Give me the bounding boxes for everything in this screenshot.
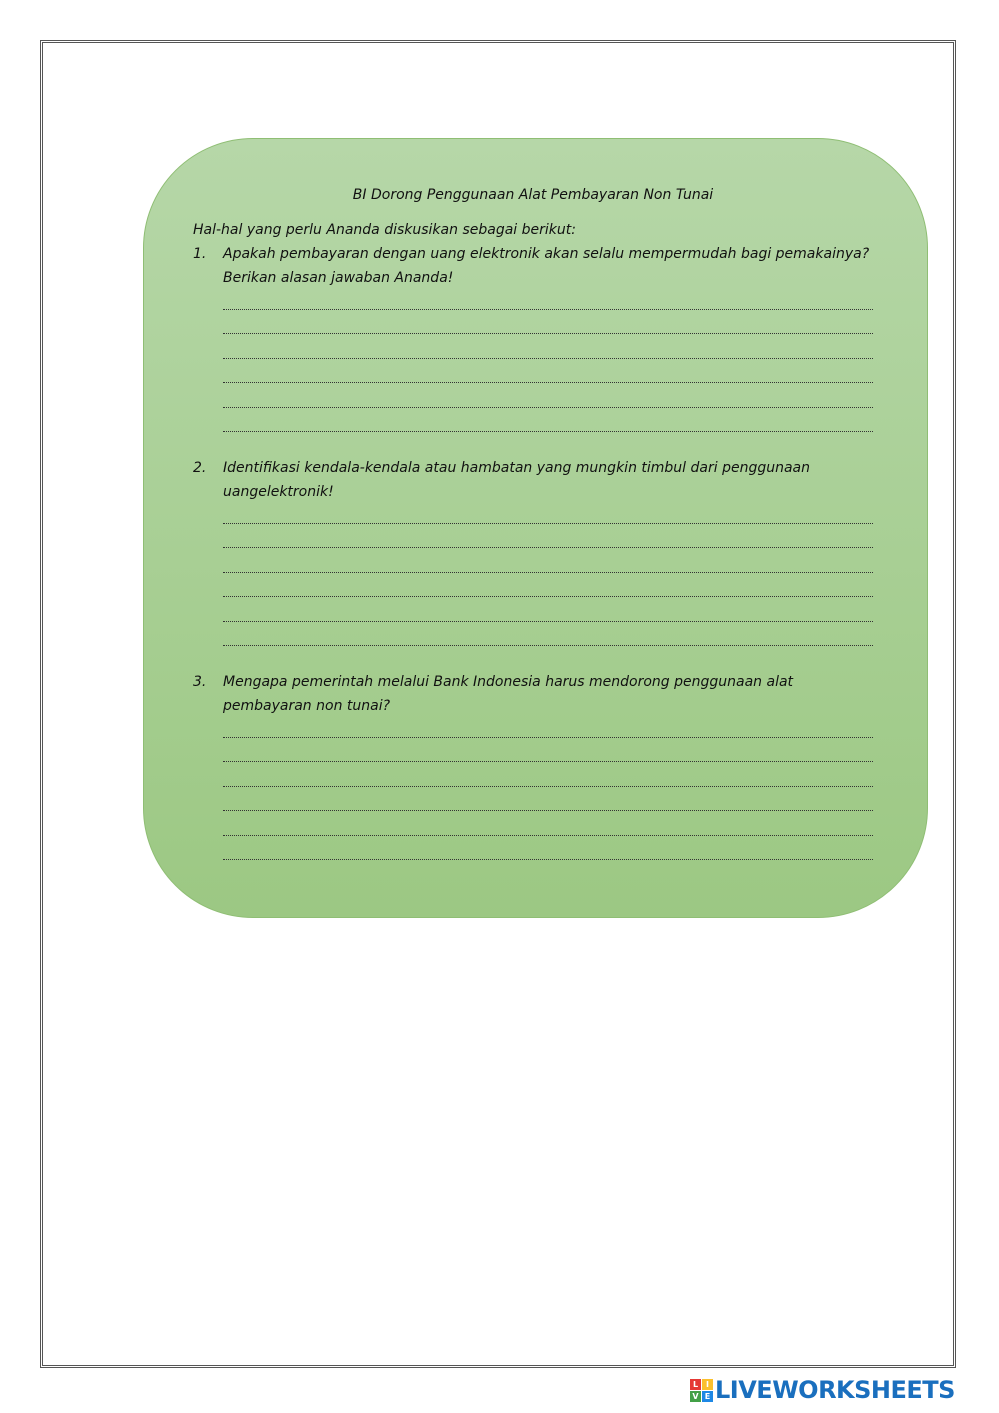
answer-line[interactable] <box>223 718 873 743</box>
question <box>193 242 873 290</box>
live-logo-icon <box>690 1379 713 1402</box>
answer-line[interactable] <box>223 364 873 389</box>
logo-letter: E <box>702 1391 713 1402</box>
answer-lines[interactable] <box>223 718 873 865</box>
answer-line[interactable] <box>223 602 873 627</box>
question-text: Identifikasi kendala-kendala atau hambatan yang mungkin timbul dari penggunaan uangelektronik! <box>223 460 810 500</box>
answer-line[interactable] <box>223 315 873 340</box>
answer-line[interactable] <box>223 553 873 578</box>
answer-lines[interactable] <box>223 504 873 651</box>
question-number: 1. <box>193 246 207 262</box>
logo-letter: I <box>702 1379 713 1390</box>
brand-name: LIVEWORKSHEETS <box>715 1376 955 1404</box>
question <box>193 456 873 504</box>
worksheet-title: BI Dorong Penggunaan Alat Pembayaran Non Tunai <box>352 187 714 203</box>
question-text: Apakah pembayaran dengan uang elektronik akan selalu mempermudah bagi pemakainya? Berikan alasan jawaban Ananda! <box>223 246 870 286</box>
question <box>193 670 873 718</box>
logo-letter: L <box>690 1379 701 1390</box>
answer-line[interactable] <box>223 504 873 529</box>
answer-line[interactable] <box>223 743 873 768</box>
answer-line[interactable] <box>223 290 873 315</box>
question-number: 2. <box>193 460 207 476</box>
answer-line[interactable] <box>223 792 873 817</box>
worksheet-content <box>193 183 873 865</box>
question-block-3 <box>193 670 873 865</box>
question-text: Mengapa pemerintah melalui Bank Indonesia harus mendorong penggunaan alat pembayaran non tunai? <box>223 674 794 714</box>
answer-line[interactable] <box>223 627 873 652</box>
question-number: 3. <box>193 674 207 690</box>
question-block-2 <box>193 456 873 651</box>
answer-line[interactable] <box>223 578 873 603</box>
answer-line[interactable] <box>223 413 873 438</box>
logo-letter: V <box>690 1391 701 1402</box>
answer-lines[interactable] <box>223 290 873 437</box>
question-block-1 <box>193 242 873 437</box>
answer-line[interactable] <box>223 388 873 413</box>
answer-line[interactable] <box>223 339 873 364</box>
liveworksheets-logo[interactable] <box>690 1376 955 1404</box>
worksheet-intro: Hal-hal yang perlu Ananda diskusikan sebagai berikut: <box>193 222 576 238</box>
answer-line[interactable] <box>223 841 873 866</box>
answer-line[interactable] <box>223 816 873 841</box>
answer-line[interactable] <box>223 529 873 554</box>
answer-line[interactable] <box>223 767 873 792</box>
